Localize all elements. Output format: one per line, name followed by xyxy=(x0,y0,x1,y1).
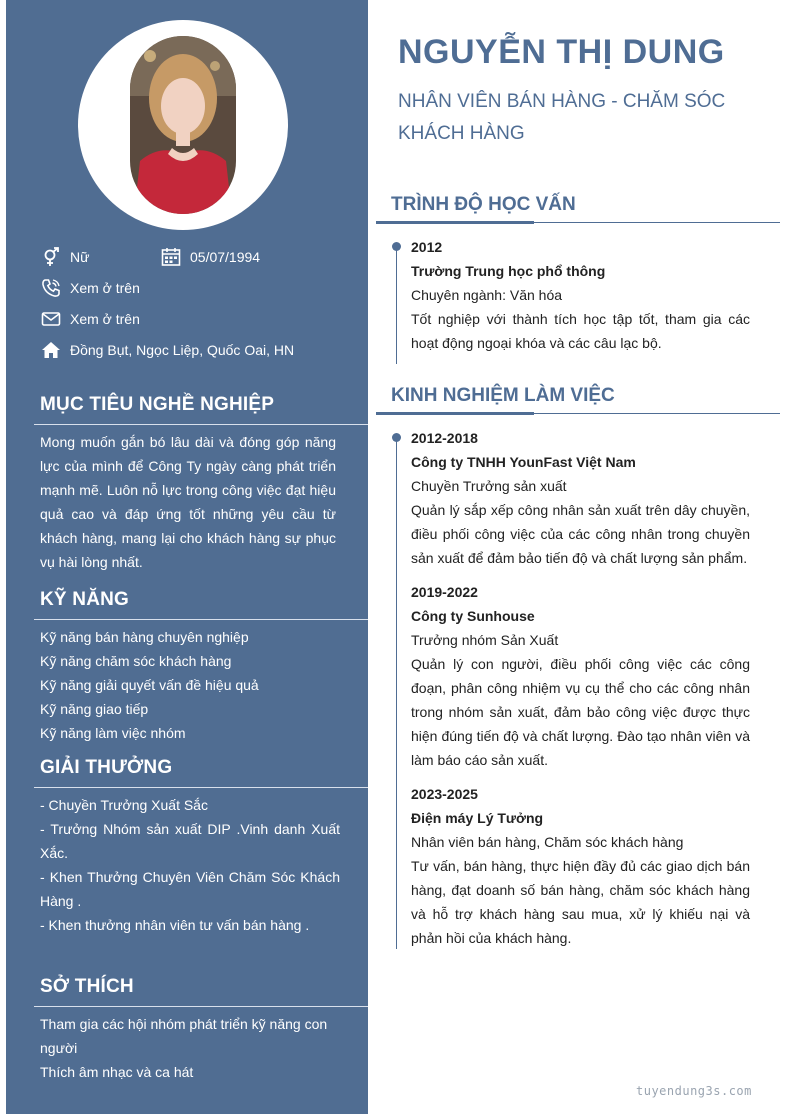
list-item: Tham gia các hội nhóm phát triển kỹ năng con người xyxy=(40,1016,328,1056)
envelope-icon xyxy=(40,308,62,330)
entry-company: Điện máy Lý Tưởng xyxy=(411,810,544,826)
list-item: Kỹ năng làm việc nhóm xyxy=(40,725,186,741)
phone-row xyxy=(40,277,140,299)
entry-role: Nhân viên bán hàng, Chăm sóc khách hàng xyxy=(411,834,684,850)
entry-desc: Tư vấn, bán hàng, thực hiện đầy đủ các giao dịch bán hàng, đạt doanh số bán hàng, chăm sóc khách hàng và hỗ trợ khách hàng sau mua, xử lý khiếu nại và phản hồi của khách hàng. xyxy=(411,858,750,946)
gender-value: Nữ xyxy=(70,249,90,265)
experience-timeline xyxy=(396,437,397,949)
entry-company: Công ty TNHH YounFast Việt Nam xyxy=(411,454,636,470)
entry-year: 2012 xyxy=(411,239,443,255)
watermark: tuyendung3s.com xyxy=(636,1084,752,1098)
education-entry xyxy=(411,235,750,355)
entry-period: 2012-2018 xyxy=(411,430,478,446)
list-item: - Trưởng Nhóm sản xuất DIP .Vinh danh Xuất Xắc. xyxy=(40,821,340,861)
entry-desc: Quản lý sắp xếp công nhân sản xuất trên dây chuyền, điều phối công việc của các công nhân trong chuyền sản xuất để đảm bảo tiến độ và chất lượng sản phẩm. xyxy=(411,502,750,566)
experience-heading: KINH NGHIỆM LÀM VIỆC xyxy=(391,385,615,406)
awards-list xyxy=(40,793,340,937)
list-item: Kỹ năng giao tiếp xyxy=(40,701,149,717)
education-divider-accent xyxy=(376,221,534,224)
address-value: Đồng Bụt, Ngọc Liệp, Quốc Oai, HN xyxy=(70,342,295,358)
gender-row xyxy=(40,246,89,268)
birthdate-row xyxy=(160,246,260,268)
hobbies-list xyxy=(40,1012,340,1084)
hobbies-divider xyxy=(34,1006,368,1007)
list-item: - Chuyền Trưởng Xuất Sắc xyxy=(40,797,208,813)
objective-heading: MỤC TIÊU NGHỀ NGHIỆP xyxy=(40,394,275,415)
entry-role: Chuyền Trưởng sản xuất xyxy=(411,478,567,494)
experience-divider-accent xyxy=(376,412,534,415)
entry-company: Công ty Sunhouse xyxy=(411,608,535,624)
list-item: Kỹ năng giải quyết vấn đề hiệu quả xyxy=(40,677,259,693)
list-item: - Khen thưởng nhân viên tư vấn bán hàng . xyxy=(40,917,310,933)
job-title: NHÂN VIÊN BÁN HÀNG - CHĂM SÓC KHÁCH HÀNG xyxy=(398,91,726,144)
sidebar xyxy=(6,0,368,1114)
email-row xyxy=(40,308,140,330)
calendar-icon xyxy=(160,246,182,268)
home-icon xyxy=(40,339,62,361)
candidate-name: NGUYỄN THỊ DUNG xyxy=(398,33,725,71)
education-heading: TRÌNH ĐỘ HỌC VẤN xyxy=(391,194,576,215)
timeline-dot xyxy=(392,242,401,251)
experience-entry xyxy=(411,782,750,950)
education-timeline xyxy=(396,246,397,364)
list-item: Thích âm nhạc và ca hát xyxy=(40,1064,194,1080)
objective-divider xyxy=(34,424,368,425)
skills-list xyxy=(40,625,340,745)
entry-period: 2019-2022 xyxy=(411,584,478,600)
phone-icon xyxy=(40,277,62,299)
gender-icon xyxy=(40,246,62,268)
email-value: Xem ở trên xyxy=(70,311,140,327)
skills-divider xyxy=(34,619,368,620)
entry-school: Trường Trung học phổ thông xyxy=(411,263,606,279)
list-item: Kỹ năng bán hàng chuyên nghiệp xyxy=(40,629,249,645)
list-item: Kỹ năng chăm sóc khách hàng xyxy=(40,653,232,669)
avatar-frame xyxy=(78,20,288,230)
list-item: - Khen Thưởng Chuyên Viên Chăm Sóc Khách Hàng . xyxy=(40,869,340,909)
entry-desc: Quản lý con người, điều phối công việc các công đoạn, phân công nhiệm vụ cụ thể cho các công nhân trong nhóm sản xuất, đảm bảo công việc được thực hiện đúng tiến độ và chất lượng. Đào tạo nhân viên và làm báo cáo sản xuất. xyxy=(411,656,750,768)
phone-value: Xem ở trên xyxy=(70,280,140,296)
experience-entry xyxy=(411,426,750,570)
experience-entry xyxy=(411,580,750,772)
birthdate-value: 05/07/1994 xyxy=(190,249,261,265)
entry-desc: Tốt nghiệp với thành tích học tập tốt, tham gia các hoạt động ngoại khóa và các câu lạc bộ. xyxy=(411,311,750,351)
awards-heading: GIẢI THƯỞNG xyxy=(40,757,173,778)
entry-major: Chuyên ngành: Văn hóa xyxy=(411,287,563,303)
awards-divider xyxy=(34,787,368,788)
address-row xyxy=(40,339,294,361)
experience-entry-list xyxy=(411,426,750,950)
hobbies-heading: SỞ THÍCH xyxy=(40,976,134,997)
entry-role: Trưởng nhóm Sản Xuất xyxy=(411,632,559,648)
objective-text: Mong muốn gắn bó lâu dài và đóng góp năng lực của mình để Công Ty ngày càng phát triển mạnh mẽ. Luôn nỗ lực trong công việc đạt hiệu quả cao và đáp ứng tốt những yêu cầu từ khách hàng, mang lại cho khách hàng sự phục vụ hài lòng nhất. xyxy=(40,434,336,570)
timeline-dot xyxy=(392,433,401,442)
entry-period: 2023-2025 xyxy=(411,786,478,802)
skills-heading: KỸ NĂNG xyxy=(40,589,130,610)
avatar xyxy=(130,36,236,214)
